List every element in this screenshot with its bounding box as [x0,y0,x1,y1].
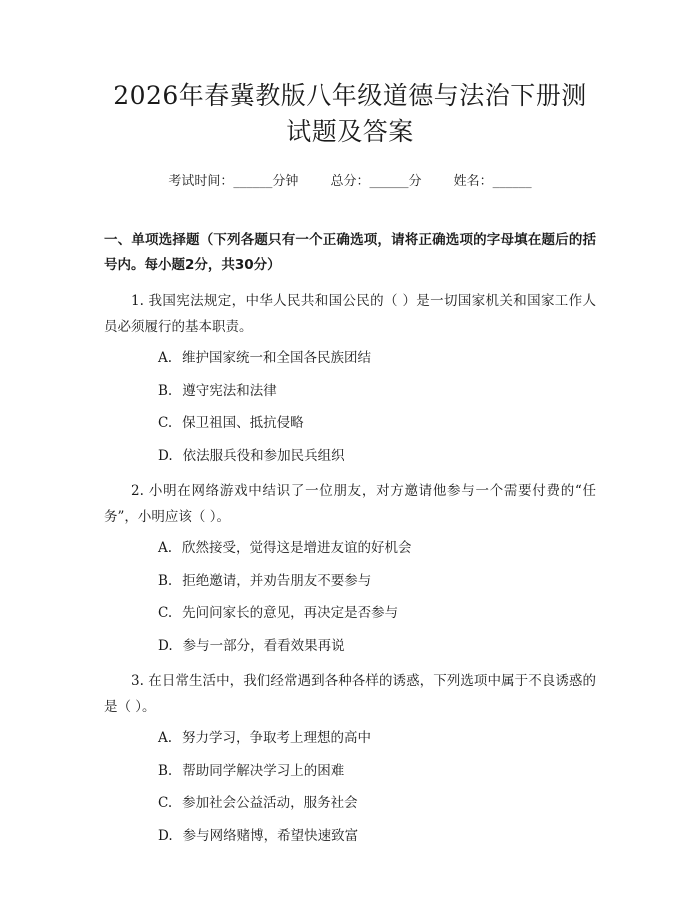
option-text: 参与网络赌博，希望快速致富 [182,827,359,844]
option-text: 努力学习，争取考上理想的高中 [182,730,372,746]
question-1 [104,288,596,466]
student-name: 姓名：______ [453,174,532,189]
option-b [104,761,596,781]
option-text: 依法服兵役和参加民兵组织 [182,447,345,464]
option-text: 先问问家长的意见，再决定是否参与 [182,605,399,621]
option-letter: B. [158,762,173,779]
option-text: 遵守宪法和法律 [182,382,277,399]
option-d [104,446,596,466]
exam-score: 总分：______分 [330,174,422,189]
option-text: 保卫祖国、抵抗侵略 [182,415,304,431]
option-text: 帮助同学解决学习上的困难 [182,762,345,779]
option-text: 参加社会公益活动，服务社会 [182,795,358,811]
section-heading: 一、单项选择题（下列各题只有一个正确选项，请将正确选项的字母填在题后的括号内。每小题2分，共30分） [104,232,596,273]
option-a [104,538,596,558]
exam-meta [104,172,596,192]
option-d [104,826,596,846]
option-d [104,636,596,656]
option-letter: D. [158,827,173,844]
option-text: 拒绝邀请，并劝告朋友不要参与 [182,572,372,589]
option-letter: A. [158,350,173,366]
document-title: 2026年春冀教版八年级道德与法治下册测试题及答案 [113,81,587,146]
option-letter: B. [158,572,173,589]
option-a [104,728,596,748]
option-letter: A. [158,540,173,556]
option-letter: B. [158,382,173,399]
option-list [104,348,596,466]
question-2 [104,478,596,656]
question-3 [104,668,596,846]
option-list [104,538,596,656]
option-letter: C. [158,605,173,621]
option-text: 参与一部分，看看效果再说 [182,637,345,654]
option-letter: C. [158,415,173,431]
question-stem: 3. 在日常生活中，我们经常遇到各种各样的诱惑，下列选项中属于不良诱惑的是（ ）。 [104,673,596,715]
exam-time: 考试时间：______分钟 [168,174,299,189]
option-letter: C. [158,795,173,811]
option-c [104,793,596,813]
option-b [104,571,596,591]
option-c [104,603,596,623]
question-stem: 2. 小明在网络游戏中结识了一位朋友，对方邀请他参与一个需要付费的“任务”，小明应该（ ）。 [104,483,596,525]
option-c [104,413,596,433]
option-text: 维护国家统一和全国各民族团结 [182,350,372,366]
option-b [104,381,596,401]
option-letter: D. [158,637,173,654]
option-letter: A. [158,730,173,746]
option-list [104,728,596,846]
option-text: 欣然接受，觉得这是增进友谊的好机会 [182,540,412,556]
option-letter: D. [158,447,173,464]
question-stem: 1. 我国宪法规定，中华人民共和国公民的（ ）是一切国家机关和国家工作人员必须履行的基本职责。 [104,293,596,335]
option-a [104,348,596,368]
